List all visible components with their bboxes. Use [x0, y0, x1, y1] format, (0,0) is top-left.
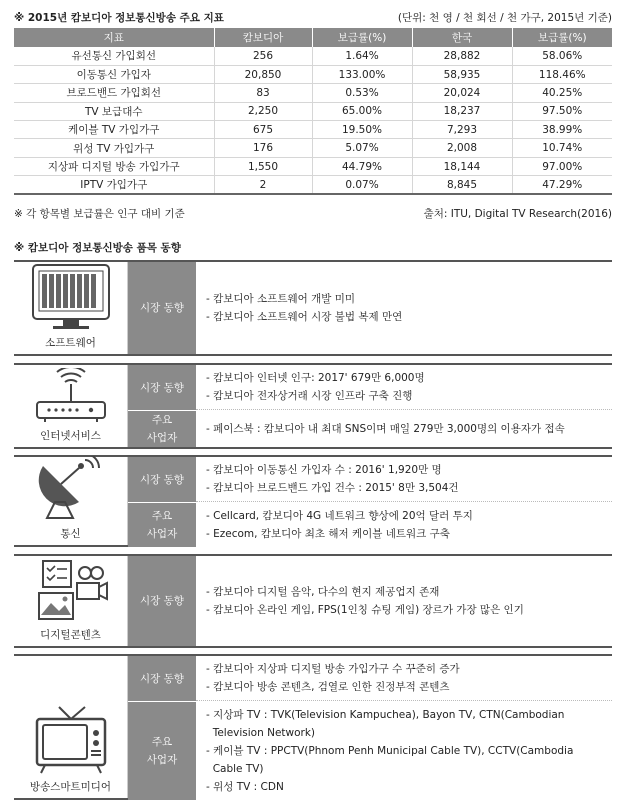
- table-cell: 97.50%: [512, 102, 612, 120]
- row-content: [196, 503, 612, 547]
- table-cell: 7,293: [412, 121, 512, 139]
- table-cell: 133.00%: [312, 65, 412, 83]
- content-line: Television Network): [206, 727, 316, 739]
- block-caption: 소프트웨어: [45, 337, 96, 349]
- table-cell: 65.00%: [312, 102, 412, 120]
- block-caption: 방송스마트미디어: [29, 781, 112, 793]
- table-cell: 18,237: [412, 102, 512, 120]
- table-row: [14, 65, 612, 83]
- block-caption: 인터넷서비스: [40, 430, 101, 442]
- table-cell: 위성 TV 가입가구: [14, 139, 214, 157]
- col-header: 보급률(%): [512, 28, 612, 47]
- table-cell: 675: [214, 121, 312, 139]
- table-units: (단위: 천 영 / 천 회선 / 천 가구, 2015년 기준): [397, 11, 612, 24]
- row-label: 시장 동향: [128, 457, 196, 502]
- block-caption: 디지털콘텐츠: [40, 629, 101, 641]
- content-line: - 캄보디아 온라인 게임, FPS(1인칭 슈팅 게임) 장르가 가장 많은 인기: [206, 604, 524, 616]
- col-header: 지표: [14, 28, 214, 47]
- row-label: 시장 동향: [128, 656, 196, 701]
- table-row: [14, 139, 612, 157]
- block-icon-cell: [14, 365, 128, 447]
- table-cell: 10.74%: [512, 139, 612, 157]
- content-line: - 캄보디아 인터넷 인구: 2017' 679만 6,000명: [206, 372, 425, 384]
- table-cell: 40.25%: [512, 84, 612, 102]
- table-cell: 28,882: [412, 47, 512, 65]
- content-line: - 페이스북 : 캄보디아 내 최대 SNS이며 매일 279만 3,000명의 이용자가 접속: [206, 423, 565, 435]
- table-cell: 2,250: [214, 102, 312, 120]
- table-row: [14, 102, 612, 120]
- block-icon-cell: [14, 457, 128, 545]
- table-cell: 브로드밴드 가입회선: [14, 84, 214, 102]
- block-icon-cell: [14, 656, 128, 798]
- table-cell: 2,008: [412, 139, 512, 157]
- content-line: - 캄보디아 소프트웨어 개발 미미: [206, 293, 355, 305]
- content-line: - 지상파 TV : TVK(Television Kampuchea), Bayon TV, CTN(Cambodian: [206, 709, 565, 721]
- table-header: [14, 8, 612, 26]
- row-label: 시장 동향: [128, 556, 196, 646]
- row-label: 시장 동향: [128, 365, 196, 410]
- block-broadcast-smart-media: [14, 654, 612, 800]
- row-label: 주요 사업자: [128, 503, 196, 547]
- row-label: 주요 사업자: [128, 702, 196, 800]
- row-content: [196, 262, 612, 354]
- content-line: - 캄보디아 디지털 음악, 다수의 현지 제공업지 존재: [206, 586, 440, 598]
- table-cell: 38.99%: [512, 121, 612, 139]
- content-line: - Ezecom, 캄보디아 최초 해저 케이블 네트워크 구축: [206, 528, 450, 540]
- table-cell: TV 보급대수: [14, 102, 214, 120]
- table-cell: 0.53%: [312, 84, 412, 102]
- content-line: - 캄보디아 전자상거래 시장 인프라 구축 진행: [206, 390, 413, 402]
- indicator-table: [14, 28, 612, 195]
- block-icon-cell: [14, 262, 128, 354]
- table-cell: IPTV 가입가구: [14, 176, 214, 194]
- content-line: - 위성 TV : CDN: [206, 781, 284, 793]
- table-notes: [14, 206, 612, 221]
- table-cell: 0.07%: [312, 176, 412, 194]
- table-cell: 176: [214, 139, 312, 157]
- block-telecom: [14, 455, 612, 547]
- table-note: ※ 각 항목별 보급률은 인구 대비 기준: [14, 208, 185, 220]
- monitor-icon: [29, 263, 113, 331]
- table-title: ※ 2015년 캄보디아 정보통신방송 주요 지표: [14, 11, 224, 24]
- content-line: - 케이블 TV : PPCTV(Phnom Penh Municipal Cable TV), CCTV(Cambodia: [206, 745, 574, 757]
- table-cell: 58.06%: [512, 47, 612, 65]
- block-software: [14, 260, 612, 356]
- table-cell: 1,550: [214, 157, 312, 175]
- table-cell: 유선통신 가입회선: [14, 47, 214, 65]
- row-content: [196, 365, 612, 410]
- table-cell: 97.00%: [512, 157, 612, 175]
- table-row: [14, 157, 612, 175]
- table-cell: 5.07%: [312, 139, 412, 157]
- row-content: [196, 656, 612, 701]
- content-line: - 캄보디아 지상파 디지털 방송 가입가구 수 꾸준히 증가: [206, 663, 460, 675]
- digital-content-icon: [29, 557, 113, 623]
- satellite-dish-icon: [29, 456, 113, 522]
- tv-icon: [29, 703, 113, 775]
- block-internet-service: [14, 363, 612, 449]
- table-cell: 19.50%: [312, 121, 412, 139]
- content-line: - 캄보디아 브로드밴드 가입 건수 : 2015' 8만 3,504건: [206, 482, 459, 494]
- table-cell: 118.46%: [512, 65, 612, 83]
- content-line: - 캄보디아 소프트웨어 시장 불법 복제 만연: [206, 311, 403, 323]
- col-header: 한국: [412, 28, 512, 47]
- table-row: [14, 47, 612, 65]
- block-caption: 통신: [60, 528, 81, 540]
- content-line: - 캄보디아 방송 콘텐츠, 검열로 인한 진정부적 콘텐츠: [206, 681, 450, 693]
- table-row: [14, 84, 612, 102]
- table-cell: 47.29%: [512, 176, 612, 194]
- table-header-row: [14, 28, 612, 47]
- table-cell: 58,935: [412, 65, 512, 83]
- table-cell: 20,024: [412, 84, 512, 102]
- table-cell: 1.64%: [312, 47, 412, 65]
- content-line: Cable TV): [206, 763, 264, 775]
- row-content: [196, 556, 612, 646]
- table-cell: 지상파 디지털 방송 가입가구: [14, 157, 214, 175]
- block-icon-cell: [14, 556, 128, 646]
- row-label: 주요 사업자: [128, 411, 196, 447]
- table-cell: 케이블 TV 가입가구: [14, 121, 214, 139]
- table-row: [14, 121, 612, 139]
- content-line: - Cellcard, 캄보디아 4G 네트워크 향상에 20억 달러 투지: [206, 510, 473, 522]
- table-cell: 8,845: [412, 176, 512, 194]
- row-content: [196, 457, 612, 502]
- table-cell: 이동통신 가입자: [14, 65, 214, 83]
- table-source: 출처: ITU, Digital TV Research(2016): [423, 208, 612, 220]
- router-icon: [29, 368, 113, 424]
- table-cell: 18,144: [412, 157, 512, 175]
- section-title: ※ 캄보디아 정보통신방송 품목 동향: [14, 242, 181, 254]
- table-cell: 83: [214, 84, 312, 102]
- row-content: [196, 702, 612, 800]
- content-line: - 캄보디아 이동통신 가입자 수 : 2016' 1,920만 명: [206, 464, 442, 476]
- col-header: 캄보디아: [214, 28, 312, 47]
- table-cell: 20,850: [214, 65, 312, 83]
- table-cell: 44.79%: [312, 157, 412, 175]
- row-label: 시장 동향: [128, 262, 196, 354]
- col-header: 보급률(%): [312, 28, 412, 47]
- table-cell: 256: [214, 47, 312, 65]
- table-row: [14, 176, 612, 194]
- table-cell: 2: [214, 176, 312, 194]
- block-digital-content: [14, 554, 612, 648]
- row-content: [196, 411, 612, 447]
